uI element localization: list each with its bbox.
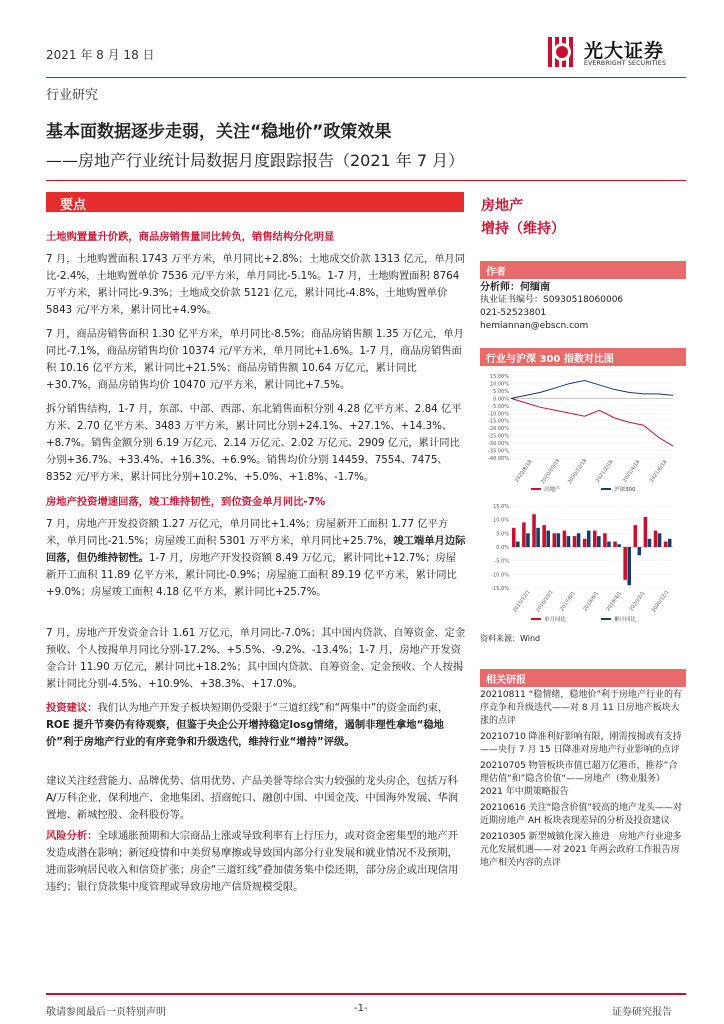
bar-累计同比 bbox=[536, 528, 540, 547]
y-tick-label: -5.00% bbox=[491, 403, 509, 410]
logo-text-en: EVERBRIGHT SECURITIES bbox=[584, 60, 667, 67]
y-tick-label: 15.0% bbox=[493, 504, 509, 510]
y-tick-label: -15.00% bbox=[488, 418, 509, 425]
related-report-3[interactable]: 20210705 物管板块市值已超万亿港币，推荐”合理估值“和”隐含价值“——房地产（物业服务）2021 年中期策略报告 bbox=[480, 761, 678, 797]
y-tick-label: -40.00% bbox=[488, 456, 509, 462]
y-tick-label: -20.00% bbox=[488, 426, 509, 433]
chart-title: 行业与沪深 300 指数对比图 bbox=[486, 354, 614, 365]
bar-累计同比 bbox=[587, 531, 591, 547]
bar-单月同比 bbox=[613, 542, 617, 547]
related-report-5[interactable]: 20210305 新型城镇化深入推进 房地产行业迎多元化发展机遇——对 2021 年两会政府工作报告房地产相关内容的点评 bbox=[480, 832, 682, 868]
footer-doc-type: 证券研究报告 bbox=[612, 1007, 672, 1018]
x-tick-label: 2015/12/1 bbox=[511, 589, 532, 614]
paragraph-funding bbox=[46, 625, 466, 693]
analyst-name: 分析师：何缅南 bbox=[480, 282, 550, 293]
legend-swatch bbox=[531, 488, 541, 490]
bar-累计同比 bbox=[546, 531, 550, 547]
title-divider bbox=[46, 180, 686, 181]
y-tick-label: -30.00% bbox=[488, 441, 509, 448]
sector-rating: 增持（维持） bbox=[481, 221, 565, 237]
advice-label: 投资建议： bbox=[46, 702, 98, 714]
section-1-heading: 土地购置量升价跌，商品房销售量同比转负，销售结构分化明显 bbox=[46, 231, 335, 243]
legend-label: 累计同比 bbox=[614, 617, 637, 623]
x-tick-label: 2020/10/18 bbox=[539, 457, 562, 485]
paragraph-land bbox=[46, 251, 466, 319]
report-subtitle: ——房地产行业统计局数据月度跟踪报告（2021 年 7 月） bbox=[46, 151, 465, 170]
report-date: 2021 年 8 月 18 日 bbox=[46, 48, 155, 62]
advice-part-a: 我们认为地产开发子板块短期仍受限于“三道红线”和“两集中”的资金面约束， bbox=[97, 702, 449, 714]
section-2-heading: 房地产投资增速回落，竣工维持韧性，到位资金单月同比-7% bbox=[46, 496, 326, 508]
sector-name: 房地产 bbox=[481, 198, 523, 214]
x-tick-label: 2017/8/1 bbox=[559, 590, 577, 613]
author-info bbox=[480, 281, 686, 333]
y-tick-label: 5.0% bbox=[496, 531, 509, 538]
chart-source: 资料来源：Wind bbox=[480, 634, 541, 643]
legend-label: 单月同比 bbox=[544, 617, 567, 623]
y-tick-label: 10.00% bbox=[489, 381, 509, 388]
bar-单月同比 bbox=[532, 514, 536, 547]
logo-mark-icon bbox=[546, 34, 578, 70]
summary-label-bar bbox=[46, 192, 464, 212]
paragraph-recommend bbox=[46, 773, 466, 824]
risk-text bbox=[46, 828, 466, 896]
brand-logo bbox=[546, 34, 686, 78]
x-tick-label: 2018/6/1 bbox=[582, 590, 601, 613]
bar-累计同比 bbox=[627, 547, 631, 585]
x-tick-label: 2019/4/1 bbox=[605, 590, 624, 613]
bar-单月同比 bbox=[512, 528, 516, 547]
p4-bold: 竣工端单月边际回落，但仍维持韧性。 bbox=[46, 535, 466, 564]
paragraph-advice bbox=[46, 700, 466, 751]
x-tick-label: 2020/2/1 bbox=[628, 590, 647, 613]
x-tick-label: 2020/12/18 bbox=[566, 457, 589, 485]
advice-part-b: ROE 提升节奏仍有待观察，但鉴于央企公开增持稳定losg情绪，遏制非理性拿地“稳地价”利于房地产行业的有序竞争和升级迭代，维持行业“增持”评级。 bbox=[46, 719, 444, 748]
logo-text-cn: 光大证券 bbox=[584, 40, 665, 62]
series-line-房地产 bbox=[511, 398, 673, 446]
y-tick-label: -25.00% bbox=[488, 433, 509, 440]
bar-单月同比 bbox=[593, 531, 597, 547]
bar-单月同比 bbox=[603, 533, 607, 547]
related-bar bbox=[480, 669, 686, 687]
bar-累计同比 bbox=[557, 533, 561, 547]
report-title: 基本面数据逐步走弱，关注“稳地价”政策效果 bbox=[46, 122, 392, 142]
license-number: 执业证书编号：S0930518060006 bbox=[480, 295, 624, 305]
paragraph-6: 建议关注经营能力、品牌优势、信用优势、产品美誉等综合实力较强的龙头房企，包括万科 A/万科企业，保利地产、金地集团、招商蛇口、融创中国、中国金茂、中国海外发展、华润置地、新城控股、金科股份等。 bbox=[46, 775, 459, 821]
bar-单月同比 bbox=[573, 536, 577, 547]
p4-part-c: 1-7 月，房地产开发投资额 8.49 万亿元，累计同比+12.7%；房屋新开工面积 11.89 亿平方米，累计同比-0.9%；房屋施工面积 89.19 亿平方米，累计同比+9.0%；房屋竣工面积 4.18 亿平方米，累计同比+25.7%。 bbox=[46, 552, 457, 598]
y-tick-label: -15.0% bbox=[491, 586, 509, 592]
x-tick-label: 2020/8/18 bbox=[513, 459, 534, 484]
phone-number: 021-52523801 bbox=[480, 308, 547, 318]
author-label: 作者 bbox=[486, 267, 506, 278]
y-tick-label: 5.00% bbox=[493, 388, 509, 395]
related-report-4[interactable]: 20210616 关注“隐含价值”较高的地产龙头——对近期房地产 AH 板块表现差异的分析及投资建议 bbox=[480, 803, 682, 826]
risk-body: 全球通胀预期和大宗商品上涨或导致利率有上行压力，或对资金密集型的地产开发造成潜在影响；新冠疫情和中美贸易摩擦或导致国内部分行业发展和就业情况不及预期，进而影响居民收入和信贷扩张；房企“三道红线”叠加债务集中偿还期，部分房企或出现信用违约；银行贷款集中度管理或导致房地产信贷规模受限。 bbox=[46, 830, 459, 893]
related-report-1[interactable]: 20210811 “稳情绪，稳地价”利于房地产行业的有序竞争和升级迭代——对 8 月 11 日房地产板块大涨的点评 bbox=[480, 690, 682, 726]
bar-单月同比 bbox=[654, 531, 658, 547]
bar-单月同比 bbox=[634, 525, 638, 547]
x-tick-label: 2020/12/1 bbox=[650, 589, 671, 614]
paragraph-sales bbox=[46, 326, 466, 394]
bar-累计同比 bbox=[577, 533, 581, 547]
email-link[interactable]: hemiannan@ebscn.com bbox=[480, 321, 589, 331]
y-tick-label: 0.00% bbox=[493, 396, 509, 403]
bar-单月同比 bbox=[563, 531, 567, 547]
legend-swatch bbox=[531, 618, 541, 620]
author-bar bbox=[480, 261, 686, 279]
bar-累计同比 bbox=[638, 547, 642, 555]
paragraph-4 bbox=[46, 516, 466, 601]
y-tick-label: -10.0% bbox=[491, 572, 509, 579]
bar-累计同比 bbox=[617, 544, 621, 547]
paragraph-1: 7 月，土地购置面积 1743 万平方米，单月同比+2.8%；土地成交价款 1313 亿元，单月同比-2.4%，土地购置单价 7536 元/平方米，单月同比-5.1%。1-7 月，土地购置面积 8764 万平方米，累计同比-9.3%；土地成交价款 5121 亿元，累计同比-4.8%，土地购置单价 5843 元/平方米，累计同比+4.9%。 bbox=[46, 253, 466, 316]
bar-单月同比 bbox=[553, 533, 557, 547]
bar-累计同比 bbox=[597, 536, 601, 547]
risk-label: 风险分析： bbox=[46, 830, 98, 842]
bar-单月同比 bbox=[623, 547, 627, 580]
header-divider bbox=[46, 77, 686, 78]
bar-单月同比 bbox=[522, 522, 526, 547]
bar-累计同比 bbox=[516, 542, 520, 547]
page-number: -1- bbox=[354, 1003, 368, 1014]
bar-累计同比 bbox=[648, 539, 652, 547]
bar-单月同比 bbox=[664, 542, 668, 547]
y-tick-label: -35.00% bbox=[488, 448, 509, 455]
footer-divider bbox=[46, 993, 686, 995]
bar-累计同比 bbox=[567, 536, 571, 547]
chart-title-bar bbox=[480, 348, 686, 366]
bar-单月同比 bbox=[583, 539, 587, 547]
bar-累计同比 bbox=[526, 533, 530, 547]
section-land-title bbox=[46, 229, 466, 246]
bar-累计同比 bbox=[658, 533, 662, 547]
x-tick-label: 2021/4/18 bbox=[621, 459, 642, 484]
bar-累计同比 bbox=[607, 542, 611, 547]
y-tick-label: 0.0% bbox=[496, 545, 509, 551]
series-line-沪深300 bbox=[511, 380, 673, 398]
y-tick-label: 10.0% bbox=[493, 517, 509, 524]
legend-swatch bbox=[601, 618, 611, 620]
x-tick-label: 2021/2/18 bbox=[594, 459, 615, 484]
growth-bar-chart bbox=[481, 500, 681, 628]
legend-label: 房地产 bbox=[544, 487, 561, 493]
report-category: 行业研究 bbox=[46, 88, 99, 103]
y-tick-label: 15.00% bbox=[489, 374, 509, 380]
summary-label: 要点 bbox=[60, 198, 87, 213]
advice-text bbox=[46, 700, 466, 751]
related-label: 相关研报 bbox=[486, 675, 526, 686]
section-invest-title bbox=[46, 494, 466, 511]
p4-part-a: 7 月，房地产开发投资额 1.27 万亿元，单月同比+1.4%；房屋新开工面积 1.77 亿平方米，单月同比-21.5%；房屋竣工面积 5301 万平方米，单月同比+25.7%， bbox=[46, 518, 449, 547]
bar-累计同比 bbox=[668, 539, 672, 547]
paragraph-structure bbox=[46, 401, 466, 486]
paragraph-risk bbox=[46, 828, 466, 896]
index-comparison-chart bbox=[481, 370, 681, 498]
x-tick-label: 2021/6/18 bbox=[648, 459, 669, 484]
legend-swatch bbox=[601, 488, 611, 490]
related-report-2[interactable]: 20210710 降准利好影响有限，刚需按揭或有支持——央行 7 月 15 日降准对房地产行业影响的点评 bbox=[480, 732, 682, 755]
x-tick-label: 2016/10/1 bbox=[535, 589, 555, 614]
bar-单月同比 bbox=[542, 525, 546, 547]
paragraph-2: 7 月，商品房销售面积 1.30 亿平方米，单月同比-8.5%；商品房销售额 1.35 万亿元，单月同比-7.1%，商品房销售均价 10374 元/平方米，单月同比+1.6%。1-7 月，商品房销售面积 10.16 亿平方米，累计同比+21.5%；商品房销售额 10.64 万亿元，累计同比+30.7%，商品房销售均价 10470 元/平方米，累计同比+7.5%。 bbox=[46, 328, 464, 391]
paragraph-investment bbox=[46, 516, 466, 601]
related-reports-list bbox=[480, 689, 686, 873]
y-tick-label: -10.00% bbox=[488, 411, 509, 418]
paragraph-3: 拆分销售结构，1-7 月，东部、中部、西部、东北销售面积分别 4.28 亿平方米、2.84 亿平方米、2.70 亿平方米、3483 万平方米，累计同比分别+24.1%、+27.1%、+14.3%、+8.7%。销售金额分别 6.19 万亿元、2.14 万亿元、2.02 万亿元、2909 亿元，累计同比分别+36.7%、+33.4%、+16.3%、+6.9%。销售均价分别 14459、7554、7475、8352 元/平方米，累计同比分别+10.2%、+5.0%、+1.8%、-1.7%。 bbox=[46, 403, 462, 483]
legend-label: 沪深300 bbox=[614, 487, 636, 493]
bar-单月同比 bbox=[644, 517, 648, 547]
y-tick-label: -5.0% bbox=[494, 558, 509, 565]
footer-disclaimer: 敬请参阅最后一页特别声明 bbox=[46, 1007, 166, 1018]
paragraph-5: 7 月，房地产开发资金合计 1.61 万亿元，单月同比-7.0%；其中国内贷款、自筹资金、定金预收、个人按揭单月同比分别-17.2%、+5.5%、-9.2%、-13.4%；1-7 月，房地产开发资金合计 11.90 万亿元，累计同比+18.2%；其中国内贷款、自筹资金、定金预收、个人按揭累计同比分别-4.5%、+10.9%、+38.3%、+17.0%。 bbox=[46, 627, 466, 690]
